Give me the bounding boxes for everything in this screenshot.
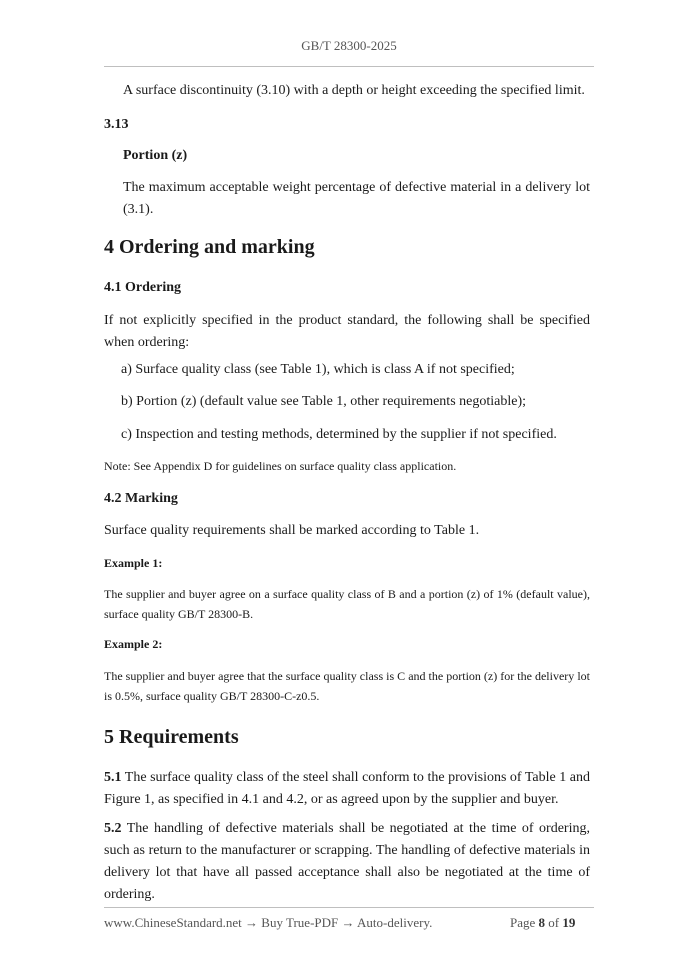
section-4-1-intro: If not explicitly specified in the product standard, the following shall be specified when ordering: — [104, 313, 590, 350]
list-item: a) Surface quality class (see Table 1), which is class A if not specified; — [121, 362, 515, 377]
clause-number: 5.1 — [104, 770, 122, 785]
example-2-heading: Example 2: — [104, 637, 163, 651]
page-header: GB/T 28300-2025 — [301, 38, 397, 53]
of-label: of — [548, 915, 560, 930]
delivery-text: Auto-delivery. — [357, 915, 433, 930]
section-5-heading: 5 Requirements — [104, 726, 239, 748]
header-divider — [104, 66, 594, 67]
page-number — [510, 915, 575, 931]
section-4-1-heading: 4.1 Ordering — [104, 280, 181, 295]
section-5-2-paragraph — [104, 818, 590, 906]
page-label: Page — [510, 915, 536, 930]
website-link[interactable]: www.ChineseStandard.net — [104, 915, 242, 930]
term-number: 3.13 — [104, 117, 129, 132]
buy-link[interactable]: Buy True-PDF — [261, 915, 339, 930]
note: Note: See Appendix D for guidelines on surface quality class application. — [104, 459, 457, 473]
clause-text: The surface quality class of the steel shall conform to the provisions of Table 1 and Figure 1, as specified in 4.1 and 4.2, or as agreed upon by the supplier and buyer. — [104, 770, 591, 807]
example-2-text: The supplier and buyer agree that the surface quality class is C and the portion (z) for the delivery lot is 0.5%, surface quality GB/T 28300-C-z0.5. — [104, 669, 590, 703]
section-4-2-text: Surface quality requirements shall be marked according to Table 1. — [104, 523, 480, 538]
section-5-1-paragraph — [104, 767, 590, 811]
footer-links — [104, 915, 432, 931]
total-pages: 19 — [562, 915, 576, 930]
list-item: c) Inspection and testing methods, determined by the supplier if not specified. — [121, 427, 557, 442]
current-page: 8 — [538, 915, 546, 930]
section-4-2-heading: 4.2 Marking — [104, 491, 178, 506]
example-1-heading: Example 1: — [104, 556, 163, 570]
example-1-text: The supplier and buyer agree on a surface quality class of B and a portion (z) of 1% (default value), surface quality GB/T 28300-B. — [104, 587, 590, 621]
term-definition: The maximum acceptable weight percentage of defective material in a delivery lot (3.1). — [123, 180, 590, 217]
arrow-icon: → — [341, 915, 355, 930]
clause-number: 5.2 — [104, 821, 122, 836]
section-4-heading: 4 Ordering and marking — [104, 236, 315, 258]
clause-text: The handling of defective materials shall be negotiated at the time of ordering, such as return to the manufacturer or scrapping. The handling of defective materials in delivery lot that have all passed acceptance shall also be negotiated at the time of ordering. — [104, 821, 590, 902]
list-item: b) Portion (z) (default value see Table 1, other requirements negotiable); — [121, 394, 527, 409]
footer-divider — [104, 907, 594, 908]
arrow-icon: → — [245, 915, 259, 930]
term-title: Portion (z) — [123, 148, 188, 163]
definition-continued: A surface discontinuity (3.10) with a depth or height exceeding the specified limit. — [123, 83, 585, 98]
